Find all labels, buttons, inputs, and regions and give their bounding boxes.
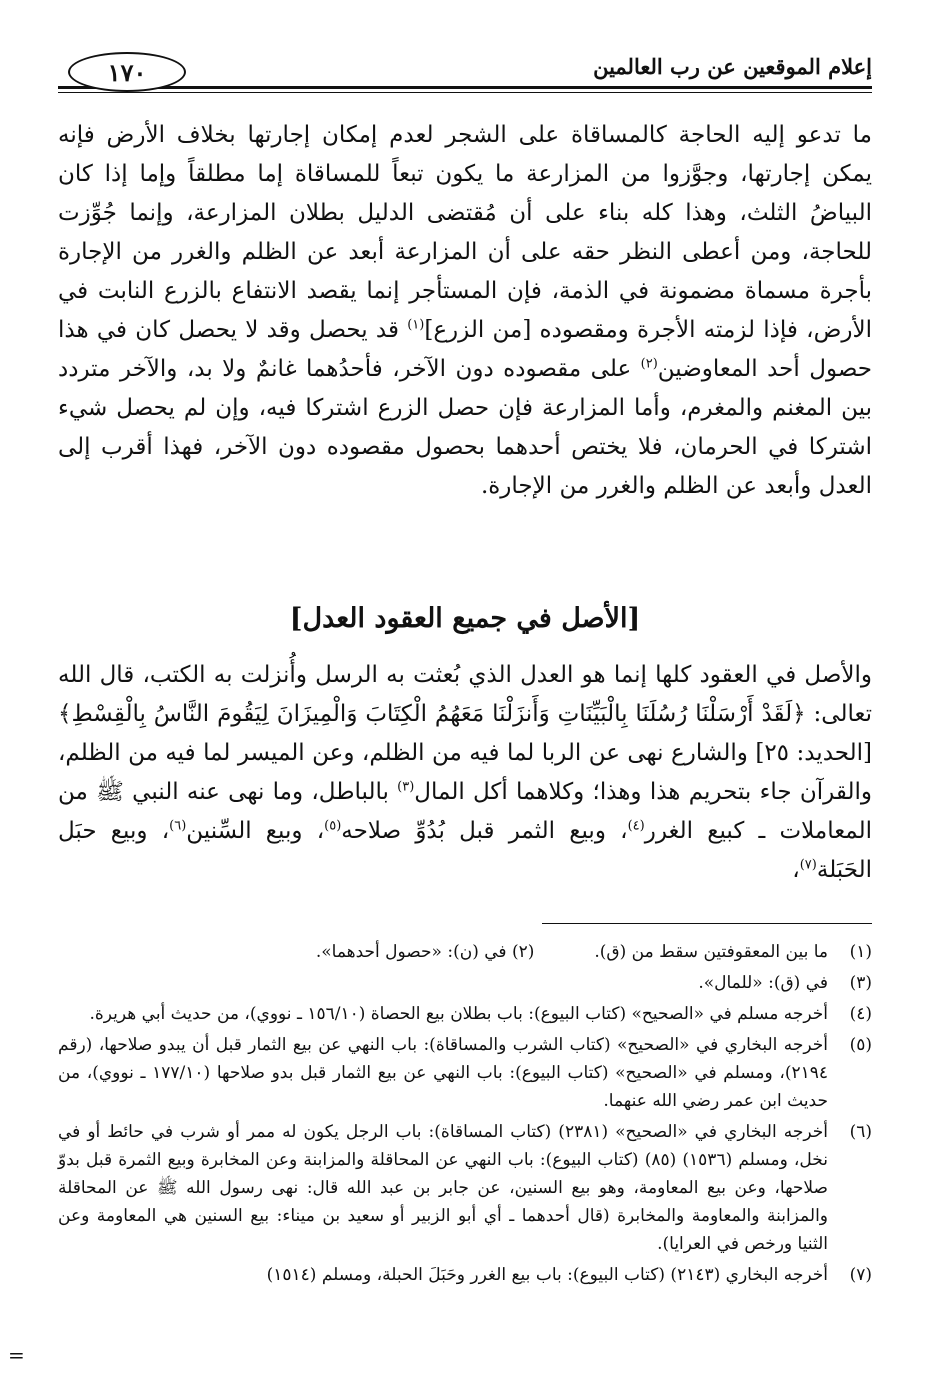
footnote-6 [58,1118,872,1258]
footnote-text: أخرجه البخاري في «الصحيح» (كتاب الشرب والمساقاة): باب النهي عن بيع الثمار قبل أن يبدو صلاحها، (رقم ٢١٩٤)، ومسلم في «الصحيح» (كتاب البيوع): باب النهي عن بيع الثمار قبل بدو صلاحها (١٧٧/١٠ ـ نووي)، من حديث ابن عمر رضي الله عنهما. [58,1035,828,1111]
footnote-text: في (ق): «للمال». [698,973,828,993]
running-title: إعلام الموقعين عن رب العالمين [593,54,872,79]
paragraph-2-text-e: ، وبيع حبَل الحَبَلة [58,818,872,883]
footnote-text: أخرجه البخاري في «الصحيح» (٢٣٨١) (كتاب المساقاة): باب الرجل يكون له ممر أو شرب في حائط أو في نخل، ومسلم (١٥٣٦) (٨٥) (كتاب البيوع): باب النهي عن المحاقلة والمزابنة وعن المخابرة وبيع الثمرة قبل بدوّ صلاحها، وعن بيع المعاومة، وهو بيع السنين، عن جابر بن عبد الله قال: نهى رسول الله ﷺ عن المحاقلة والمزابنة والمعاومة والمخابرة (قال أحدهما ـ أي أبو الزبير أو سعيد بن ميناء: بيع السنين هي المعاومة وعن الثنيا ورخص في العرايا). [58,1122,829,1254]
footnote-number: (٣) [849,973,872,993]
book-page [8,50,873,1367]
footnote-number: (٦) [849,1122,872,1142]
paragraph-2-text-f: ، [792,857,800,883]
header-rule-thin [58,92,872,93]
footnote-3 [58,969,872,997]
paragraph-1-text-c: على مقصوده دون الآخر، فأحدُهما غانمٌ ولا بد، والآخر متردد بين المغنم والمغرم، وأما المزارعة فإن حصل الزرع اشتركا فيه، وإن لم يحصل شيء اشتركا في الحرمان، فلا يختص أحدهما بحصول مقصوده دون الآخر، فهذا أقرب إلى العدل وأبعد عن الظلم والغرر من الإجارة. [58,356,872,499]
paragraph-2-text-c: ، وبيع الثمر قبل بُدُوِّ صلاحه [341,818,628,844]
section-heading: [الأصل في جميع العقود العدل] [289,603,641,634]
paragraph-2-text-d: ، وبيع السِّنين [186,818,325,844]
paragraph-2-text-a: والأصل في العقود كلها إنما هو العدل الذي بُعثت به الرسل وأُنزلت به الكتب، قال الله تعالى: ﴿لَقَدْ أَرْسَلْنَا رُسُلَنَا بِالْبَيِّنَاتِ وَأَنزَلْنَا مَعَهُمُ الْكِتَابَ وَالْمِيزَانَ لِيَقُومَ النَّاسُ بِالْقِسْطِ﴾ [الحديد: ٢٥] والشارع نهى عن الربا لما فيه من الظلم، وعن الميسر لما فيه من الظلم، والقرآن جاء بتحريم هذا وهذا؛ وكلاهما أكل المال [58,662,872,805]
footnote-ref-6: (٦) [169,818,187,834]
paragraph-2 [58,656,872,890]
footnote-number: (١) [849,942,872,962]
footnote-1-text: ما بين المعقوفتين سقط من (ق). [594,942,828,962]
footnote-divider [542,923,872,924]
footnote-number: (٥) [849,1035,872,1055]
footnote-ref-1: (١) [407,317,425,333]
footnote-2-text: في (ن): «حصول أحدهما». [315,942,507,962]
paragraph-1 [58,116,872,506]
footnote-text: أخرجه مسلم في «الصحيح» (كتاب البيوع): باب بطلان بيع الحصاة (١٥٦/١٠ ـ نووي)، من حديث أبي هريرة. [89,1004,828,1024]
footnote-7 [58,1261,872,1289]
footnote-ref-2: (٢) [640,356,658,372]
footnote-number: (٧) [849,1265,872,1285]
footnotes [58,938,872,1292]
continuation-mark: = [8,1343,25,1367]
footnote-ref-4: (٤) [627,818,645,834]
footnote-5 [58,1031,872,1115]
footnote-ref-5: (٥) [324,818,342,834]
page-number: ١٧٠ [68,52,186,92]
page-header [58,50,872,100]
footnote-2-number: (٢) [511,942,535,962]
footnote-number: (٤) [849,1004,872,1024]
paragraph-1-text-b: قد يحصل وقد لا يحصل كان في هذا حصول أحد المعاوضين [58,317,872,382]
footnote-1 [58,938,872,966]
footnote-text: أخرجه البخاري (٢١٤٣) (كتاب البيوع): باب بيع الغرر وحَبَلَ الحبلة، ومسلم (١٥١٤) [266,1265,828,1285]
footnote-ref-7: (٧) [799,857,817,873]
footnote-4 [58,1000,872,1028]
footnote-text [58,938,828,966]
footnote-ref-3: (٣) [397,779,415,795]
paragraph-2-text-b: بالباطل، وما نهى عنه النبي ﷺ من المعاملات ـ كبيع الغرر [58,779,873,844]
paragraph-1-text: ما تدعو إليه الحاجة كالمساقاة على الشجر لعدم إمكان إجارتها بخلاف الأرض فإنه يمكن إجارتها، وجوَّزوا من المزارعة ما يكون تبعاً للمساقاة إما مطلقاً وإما إذا كان البياضُ الثلث، وهذا كله بناء على أن مُقتضى الدليل بطلان المزارعة، وإنما جُوِّزت للحاجة، ومن أعطى النظر حقه على أن المزارعة أبعد عن الظلم والغرر من الإجارة بأجرة مسماة مضمونة في الذمة، فإن المستأجر إنما يقصد الانتفاع بالزرع النابت في الأرض، فإذا لزمته الأجرة ومقصوده [من الزرع] [58,122,872,343]
header-rule-thick [58,86,872,89]
